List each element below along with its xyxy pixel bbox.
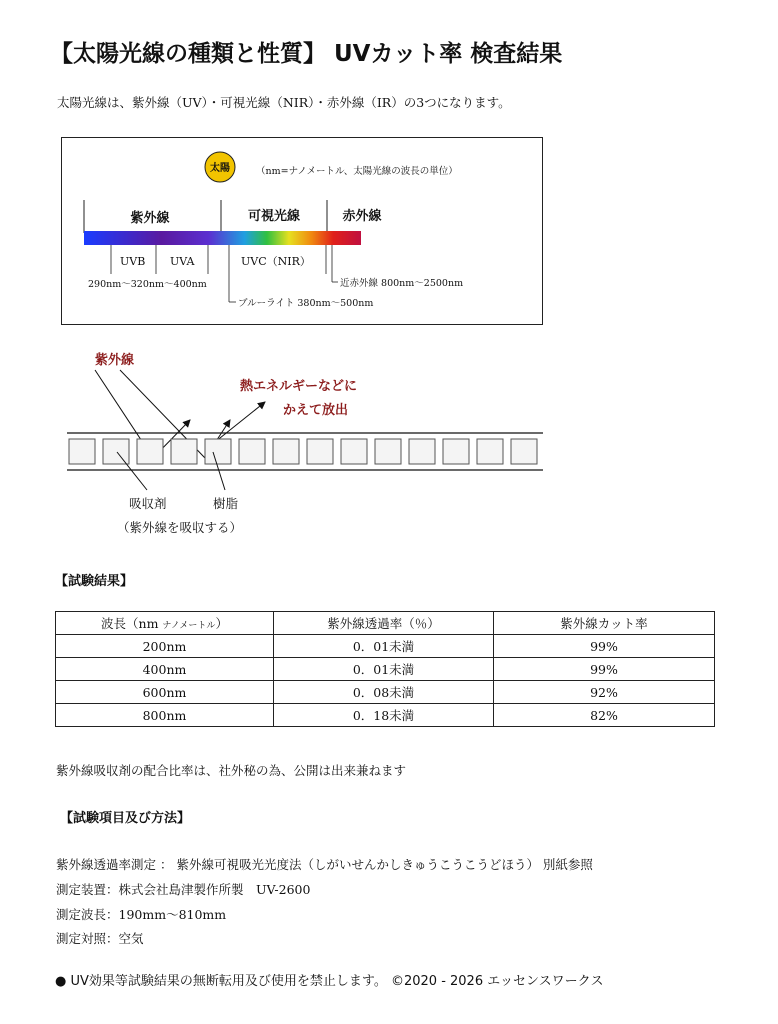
results-heading: 【試験結果】 [55,574,134,589]
copyright-footer: ● UV効果等試験結果の無断転用及び使用を禁止します。 ©2020 - 2026 エッセンスワークス [55,974,604,989]
cell-cut-rate: 82% [494,704,715,727]
method-line-device: 測定装置：株式会社島津製作所製 UV-2600 [56,882,311,897]
heat-label-2: かえて放出 [283,403,349,418]
cell-cut-rate: 92% [494,681,715,704]
header-wavelength-close: ） [215,616,228,631]
blue-light-label: ブルーライト 380nm～500nm [238,298,374,309]
absorber-cell [477,439,503,464]
uv-ray-label: 紫外線 [95,353,135,368]
cell-wavelength: 800nm [56,704,274,727]
absorber-cell [341,439,367,464]
absorption-diagram [55,340,555,549]
uv-label: 紫外線 [130,211,170,226]
absorber-cell [239,439,265,464]
table-header-row [56,612,715,635]
absorber-cell [171,439,197,464]
cell-wavelength: 600nm [56,681,274,704]
method-heading: 【試験項目及び方法】 [60,811,191,826]
visible-label: 可視光線 [247,209,301,224]
absorption-svg [55,340,555,545]
cell-cut-rate: 99% [494,635,715,658]
intro-text: 太陽光線は、紫外線（UV）・可視光線（NIR）・赤外線（IR）の3つになります。 [57,95,511,110]
uvc-label: UVC（NIR） [241,255,311,268]
cell-wavelength: 200nm [56,635,274,658]
absorber-cell [409,439,435,464]
header-transmittance: 紫外線透過率（％） [274,612,494,635]
header-wavelength [56,612,274,635]
near-ir-label: 近赤外線 800nm～2500nm [340,278,464,289]
absorber-label: 吸収剤 [129,496,167,511]
spectrum-bar [84,231,361,245]
spectrum-diagram [61,137,543,325]
cell-transmittance: 0．08未満 [274,681,494,704]
table-row [56,681,715,704]
absorber-cells [69,439,537,464]
cell-wavelength: 400nm [56,658,274,681]
absorber-cell [137,439,163,464]
cell-transmittance: 0．18未満 [274,704,494,727]
method-line-measurement: 紫外線透過率測定 ： 紫外線可視吸光光度法（しがいせんかしきゅうこうこうどほう） 別紙参照 [56,857,593,872]
confidential-note: 紫外線吸収剤の配合比率は、社外秘の為、公開は出来兼ねます [56,763,407,778]
absorber-cell [375,439,401,464]
uva-label: UVA [170,255,195,268]
table-row [56,635,715,658]
absorber-cell [307,439,333,464]
absorber-note: （紫外線を吸収する） [117,520,243,535]
uvb-label: UVB [120,255,146,268]
uv-range-label: 290nm～320nm～400nm [88,279,207,290]
results-table [55,611,715,727]
cell-transmittance: 0．01未満 [274,658,494,681]
absorber-cell [205,439,231,464]
absorber-cell [511,439,537,464]
sun-label: 太陽 [210,163,230,174]
ir-label: 赤外線 [342,209,382,224]
header-cut-rate: 紫外線カット率 [494,612,715,635]
heat-label-1: 熱エネルギーなどに [240,379,358,394]
absorber-cell [273,439,299,464]
unit-note: （nm=ナノメートル、太陽光線の波長の単位） [256,166,458,177]
table-row [56,658,715,681]
spectrum-svg [62,138,542,324]
resin-label: 樹脂 [213,496,239,511]
table-row [56,704,715,727]
cell-cut-rate: 99% [494,658,715,681]
header-wavelength-text: 波長（nm [101,616,159,631]
method-line-reference: 測定対照：空気 [56,931,144,946]
absorber-cell [443,439,469,464]
absorber-cell [103,439,129,464]
absorber-cell [69,439,95,464]
header-wavelength-unit: ナノメートル [162,621,216,631]
page-title: 【太陽光線の種類と性質】 UVカット率 検査結果 [50,41,563,67]
method-line-wavelength: 測定波長：190mm～810mm [56,907,227,922]
cell-transmittance: 0．01未満 [274,635,494,658]
